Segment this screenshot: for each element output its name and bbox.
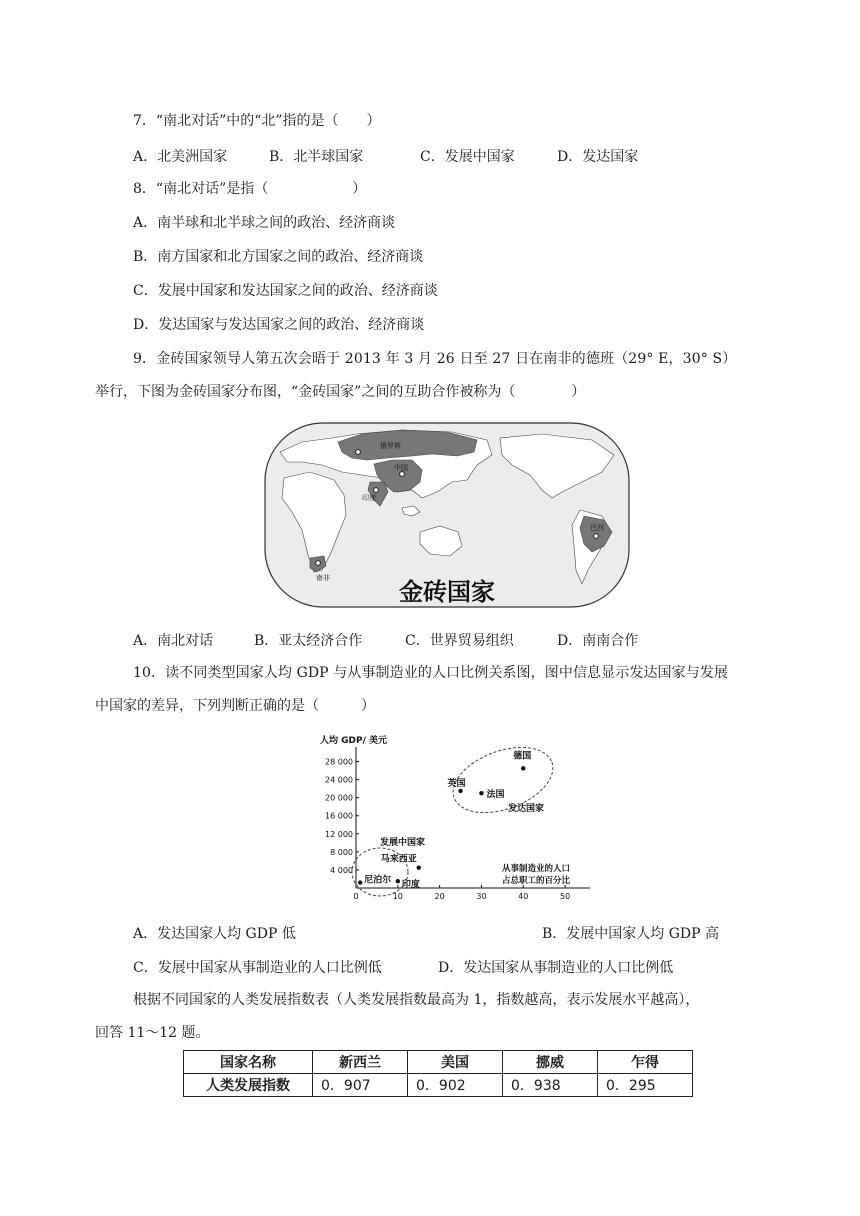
y-tick-label: 28 000 bbox=[325, 757, 353, 767]
data-point-label: 马来西亚 bbox=[380, 854, 417, 865]
q7-option-d[interactable]: D．发达国家 bbox=[557, 149, 639, 165]
q10-option-b[interactable]: B．发展中国家人均 GDP 高 bbox=[542, 926, 720, 942]
map-title: 金砖国家 bbox=[399, 578, 495, 606]
q7-option-b[interactable]: B．北半球国家 bbox=[269, 149, 364, 165]
q8-stem: 8．“南北对话”是指（ ） bbox=[133, 181, 367, 197]
moscow-dot bbox=[356, 450, 361, 455]
q8-option-c[interactable]: C．发展中国家和发达国家之间的政治、经济商谈 bbox=[133, 283, 438, 299]
q9-option-a[interactable]: A．南北对话 bbox=[133, 633, 214, 649]
data-point bbox=[358, 880, 362, 884]
data-point bbox=[417, 865, 421, 869]
gdp-manufacturing-scatter bbox=[318, 733, 590, 913]
q10-stem-line2: 中国家的差异，下列判断正确的是（ ） bbox=[95, 698, 375, 714]
q9-stem-line2: 举行，下图为金砖国家分布图，“金砖国家”之间的互助合作被称为（ ） bbox=[95, 384, 586, 400]
table-cell: 0．907 bbox=[313, 1074, 408, 1097]
q10-option-d[interactable]: D．发达国家从事制造业的人口比例低 bbox=[438, 960, 674, 976]
x-axis-label-line1: 从事制造业的人口 bbox=[501, 864, 571, 874]
y-tick-label: 20 000 bbox=[325, 793, 353, 803]
q9-option-d[interactable]: D．南南合作 bbox=[557, 633, 639, 649]
developing-group-label: 发展中国家 bbox=[380, 838, 426, 848]
table-header-cell: 新西兰 bbox=[313, 1051, 408, 1074]
q10-option-a[interactable]: A．发达国家人均 GDP 低 bbox=[133, 926, 296, 942]
data-point bbox=[396, 879, 400, 883]
q9-option-c[interactable]: C．世界贸易组织 bbox=[405, 633, 514, 649]
table-cell: 0．902 bbox=[408, 1074, 503, 1097]
new-delhi-dot bbox=[374, 488, 379, 493]
y-axis-label: 人均 GDP/ 美元 bbox=[320, 736, 388, 746]
hdi-table bbox=[183, 1050, 693, 1097]
q10-option-c[interactable]: C．发展中国家从事制造业的人口比例低 bbox=[133, 960, 382, 976]
data-point-label: 尼泊尔 bbox=[364, 875, 392, 886]
developed-group-label: 发达国家 bbox=[508, 804, 545, 814]
q9-option-b[interactable]: B．亚太经济合作 bbox=[254, 633, 363, 649]
table-header-cell: 国家名称 bbox=[184, 1051, 313, 1074]
data-point-label: 英国 bbox=[447, 778, 466, 789]
table-cell: 0．938 bbox=[503, 1074, 598, 1097]
q8-option-a[interactable]: A．南半球和北半球之间的政治、经济商谈 bbox=[133, 215, 396, 231]
table-header-cell: 美国 bbox=[408, 1051, 503, 1074]
q8-option-b[interactable]: B．南方国家和北方国家之间的政治、经济商谈 bbox=[133, 249, 424, 265]
data-point-label: 印度 bbox=[401, 880, 420, 891]
table-row-label: 人类发展指数 bbox=[184, 1074, 313, 1097]
map-label-china: 中国 bbox=[394, 464, 408, 472]
data-point-label: 德国 bbox=[513, 751, 532, 762]
table-row bbox=[184, 1074, 693, 1097]
table-header-row bbox=[184, 1051, 693, 1074]
q8-option-d[interactable]: D．发达国家与发达国家之间的政治、经济商谈 bbox=[133, 317, 425, 333]
y-tick-label: 16 000 bbox=[325, 811, 353, 821]
y-tick-label: 4 000 bbox=[330, 865, 353, 875]
x-tick-label: 0 bbox=[353, 892, 359, 901]
brasilia-dot bbox=[594, 534, 599, 539]
x-tick-label: 50 bbox=[559, 892, 571, 901]
q7-option-c[interactable]: C．发展中国家 bbox=[420, 149, 515, 165]
data-point-label: 法国 bbox=[486, 790, 505, 801]
q7-option-a[interactable]: A．北美洲国家 bbox=[133, 149, 228, 165]
pretoria-dot bbox=[316, 561, 321, 566]
intro-line1: 根据不同国家的人类发展指数表（人类发展指数最高为 1，指数越高，表示发展水平越高）， bbox=[133, 992, 700, 1008]
table-header-cell: 乍得 bbox=[598, 1051, 693, 1074]
y-tick-label: 8 000 bbox=[330, 847, 353, 857]
q7-stem: 7．“南北对话”中的“北”指的是（ ） bbox=[133, 113, 381, 129]
data-point bbox=[479, 791, 483, 795]
map-label-russia: 俄罗斯 bbox=[380, 442, 401, 450]
data-point bbox=[521, 766, 525, 770]
x-tick-label: 30 bbox=[476, 892, 487, 901]
x-tick-label: 10 bbox=[392, 892, 403, 901]
brics-map bbox=[262, 420, 632, 610]
table-cell: 0．295 bbox=[598, 1074, 693, 1097]
y-tick-label: 12 000 bbox=[325, 829, 353, 839]
q9-stem-line1: 9．金砖国家领导人第五次会晤于 2013 年 3 月 26 日至 27 日在南非的德班（29° E，30° S） bbox=[133, 351, 737, 367]
data-point bbox=[458, 789, 462, 793]
x-tick-label: 40 bbox=[518, 892, 529, 901]
q10-stem-line1: 10．读不同类型国家人均 GDP 与从事制造业的人口比例关系图，图中信息显示发达国家与发展 bbox=[133, 665, 729, 681]
x-tick-label: 20 bbox=[434, 892, 445, 901]
y-tick-label: 24 000 bbox=[325, 775, 353, 785]
beijing-dot bbox=[400, 472, 405, 477]
table-header-cell: 挪威 bbox=[503, 1051, 598, 1074]
intro-line2: 回答 11～12 题。 bbox=[95, 1025, 210, 1041]
map-label-brazil: 巴西 bbox=[590, 524, 604, 532]
map-label-india: 印度 bbox=[362, 494, 376, 502]
x-axis-label-line2: 占总职工的百分比 bbox=[501, 876, 571, 886]
map-label-south-africa: 南非 bbox=[316, 574, 330, 582]
